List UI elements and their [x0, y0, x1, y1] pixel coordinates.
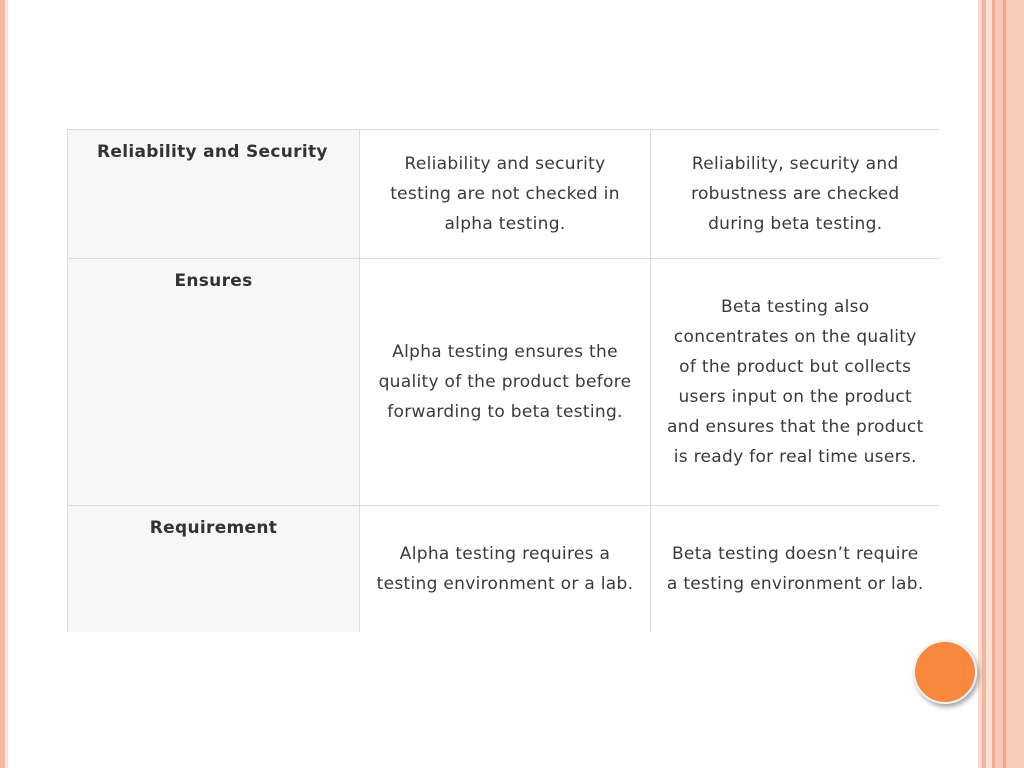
left-decorative-border — [0, 0, 11, 768]
table-row — [68, 506, 940, 633]
beta-cell: Beta testing doesn’t require a testing environment or lab. — [651, 506, 940, 633]
feature-cell: Reliability and Security — [68, 130, 360, 259]
alpha-cell: Reliability and security testing are not checked in alpha testing. — [360, 130, 651, 259]
right-decorative-stripes — [978, 0, 1024, 768]
alpha-cell: Alpha testing requires a testing environment or a lab. — [360, 506, 651, 633]
beta-cell: Reliability, security and robustness are checked during beta testing. — [651, 130, 940, 259]
beta-cell: Beta testing also concentrates on the quality of the product but collects users input on the product and ensures that the product is ready for real time users. — [651, 259, 940, 506]
feature-cell: Requirement — [68, 506, 360, 633]
table-row — [68, 259, 940, 506]
alpha-cell: Alpha testing ensures the quality of the product before forwarding to beta testing. — [360, 259, 651, 506]
feature-cell: Ensures — [68, 259, 360, 506]
table-row — [68, 130, 940, 259]
orange-circle-decoration — [913, 640, 977, 704]
comparison-table — [67, 129, 940, 632]
